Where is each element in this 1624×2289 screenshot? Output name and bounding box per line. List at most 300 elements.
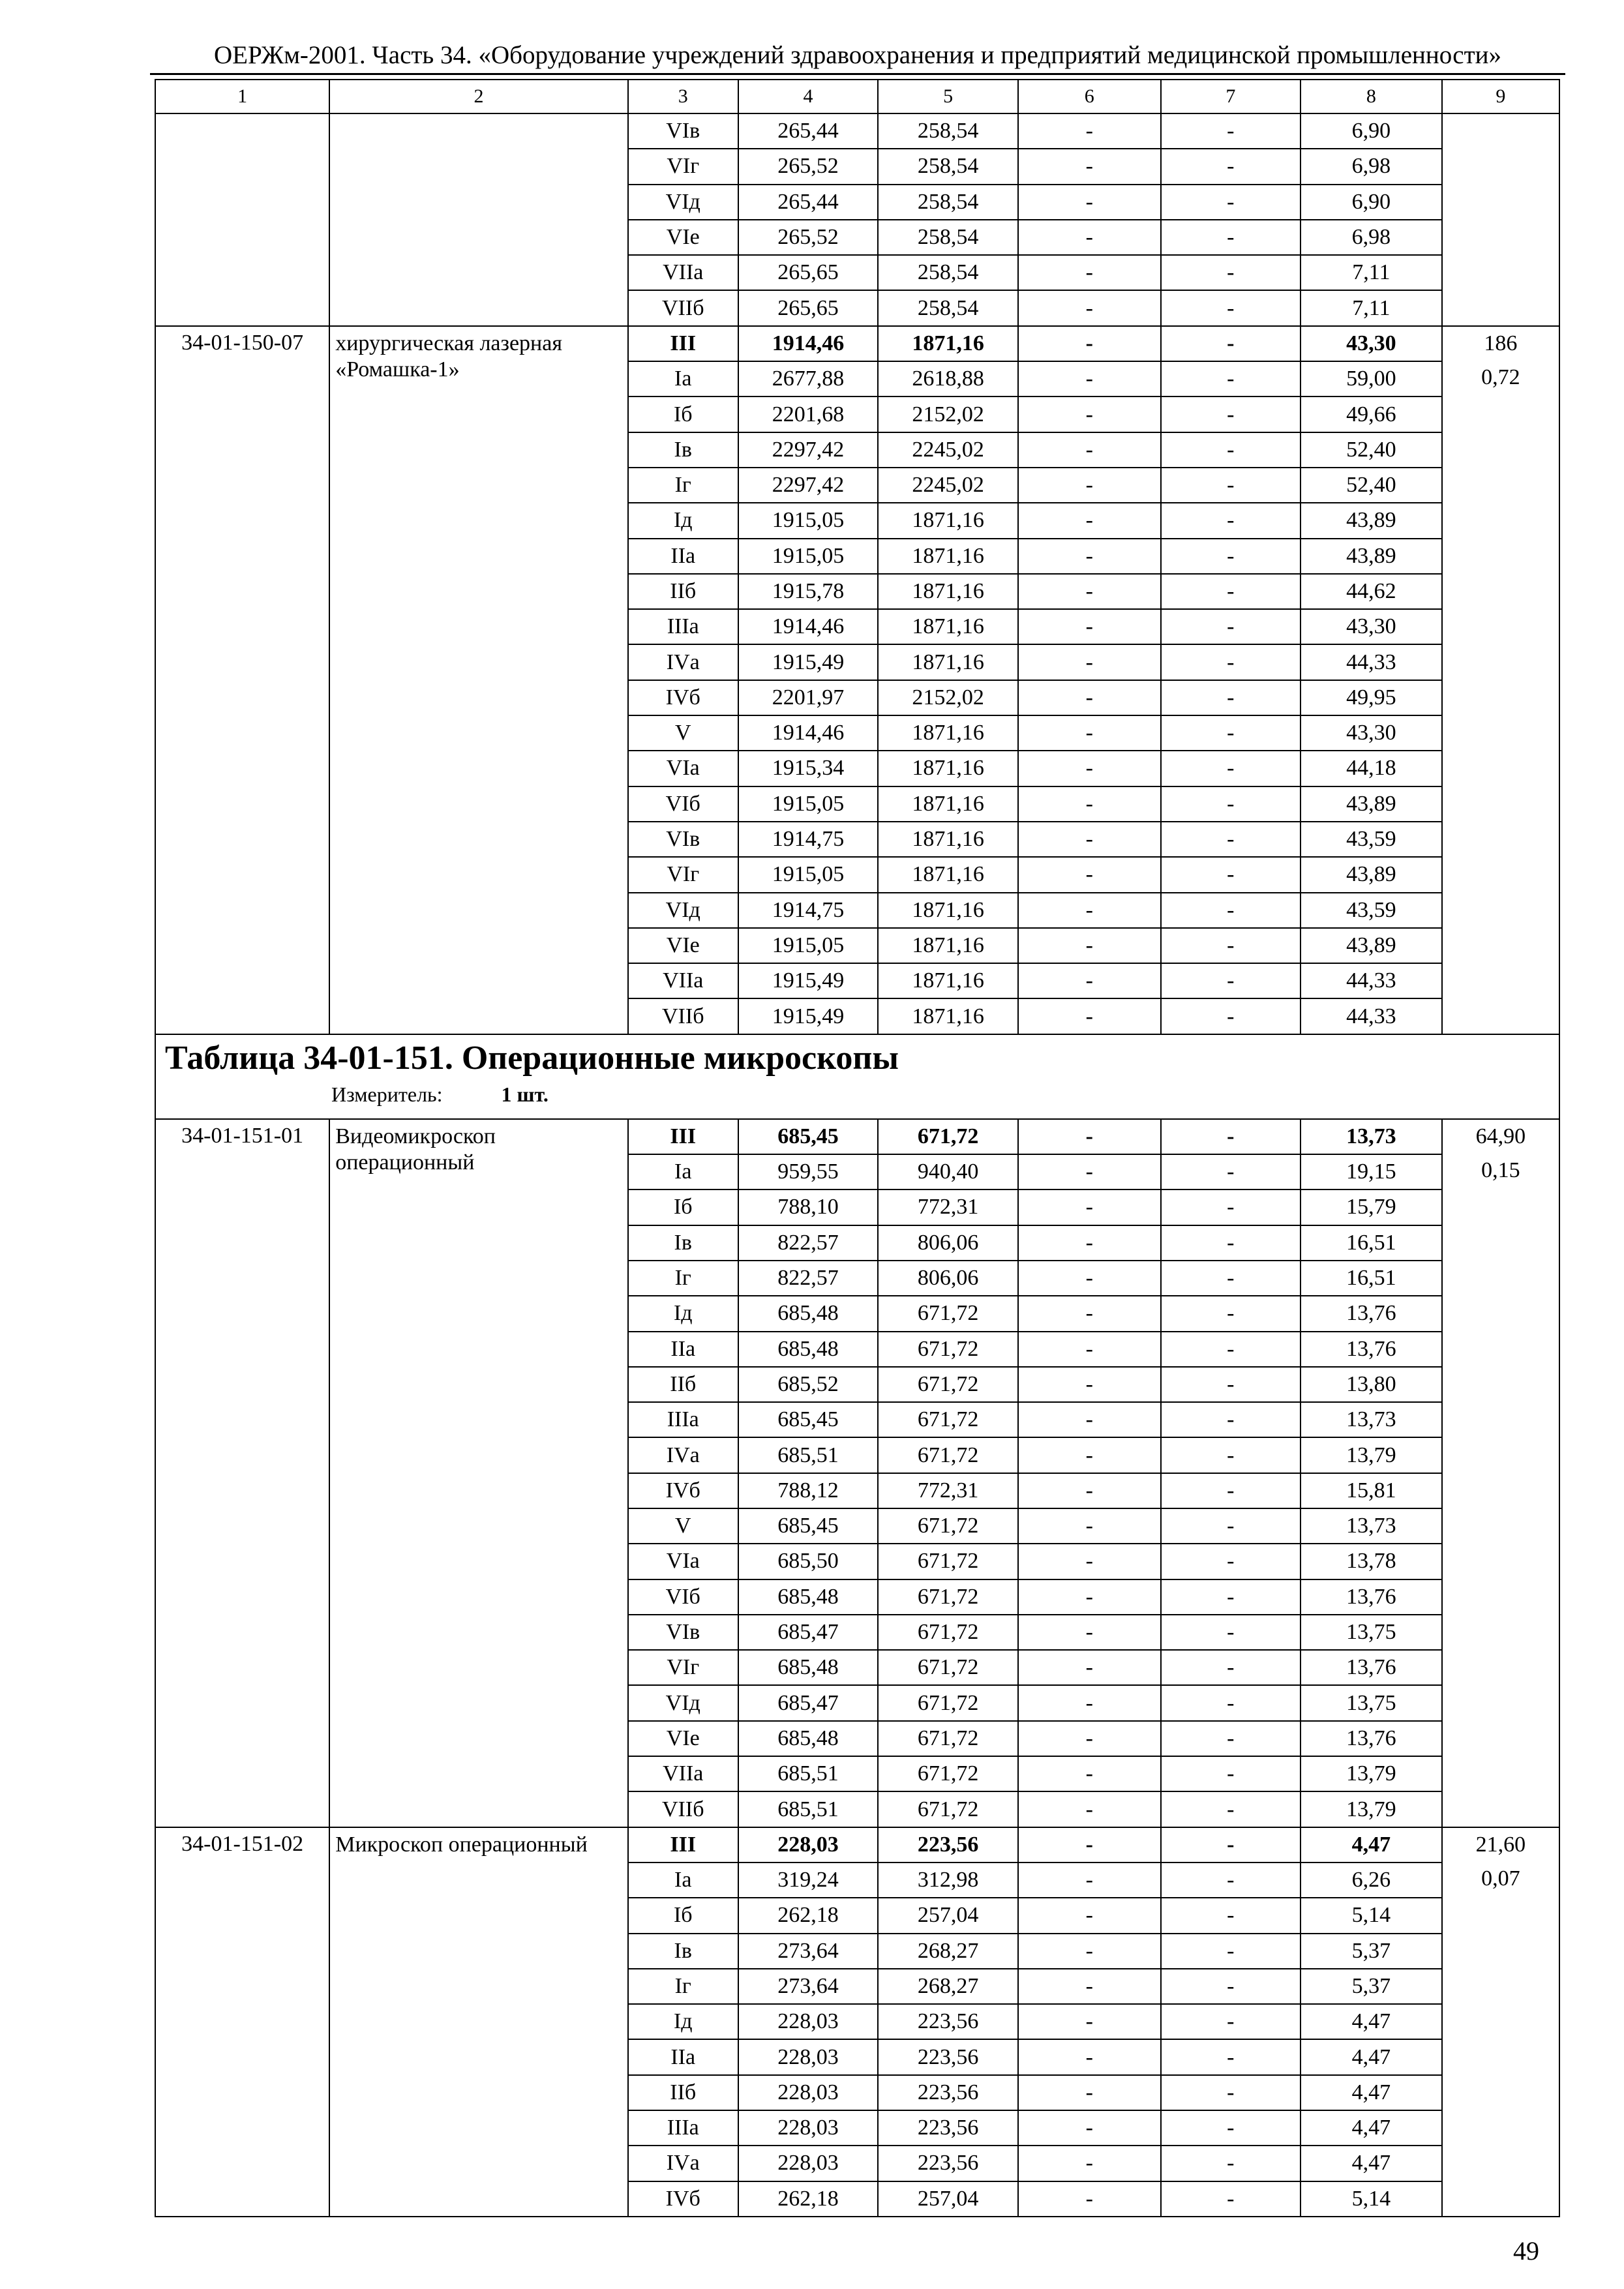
table-cell: VIе <box>628 928 738 963</box>
table-cell: - <box>1018 1332 1161 1367</box>
table-cell: 223,56 <box>878 2039 1018 2074</box>
table-cell: Iв <box>628 432 738 468</box>
table-cell: VIв <box>628 113 738 149</box>
section-header <box>155 1034 1559 1119</box>
table-cell: - <box>1018 1225 1161 1261</box>
table-cell: - <box>1018 1367 1161 1402</box>
table-cell: Iв <box>628 1934 738 1969</box>
table-cell: - <box>1018 609 1161 644</box>
table-cell: - <box>1018 2004 1161 2039</box>
table-cell: - <box>1018 1296 1161 1331</box>
table-cell: IVа <box>628 1437 738 1473</box>
table-cell: 265,44 <box>738 185 879 220</box>
table-cell: - <box>1161 1579 1301 1615</box>
table-cell: 13,79 <box>1301 1756 1442 1791</box>
table-cell: IIа <box>628 539 738 574</box>
column-number: 8 <box>1301 80 1442 113</box>
table-cell: 6,98 <box>1301 220 1442 255</box>
section-header-row <box>155 1034 1559 1119</box>
table-cell: - <box>1018 1579 1161 1615</box>
table-cell: 1871,16 <box>878 609 1018 644</box>
table-cell: VIIа <box>628 255 738 290</box>
table-cell: VIг <box>628 149 738 184</box>
table-cell: 1914,75 <box>738 822 879 857</box>
table-cell: - <box>1161 1544 1301 1579</box>
table-cell: Iг <box>628 1261 738 1296</box>
table-cell: 671,72 <box>878 1402 1018 1437</box>
table-cell: - <box>1161 503 1301 538</box>
table-cell: VIв <box>628 822 738 857</box>
table-cell: - <box>1161 751 1301 786</box>
table-cell: 4,47 <box>1301 2004 1442 2039</box>
table-cell: VIIа <box>628 1756 738 1791</box>
table-cell: - <box>1018 2075 1161 2110</box>
table-cell: - <box>1161 1615 1301 1650</box>
table-row <box>155 1827 1559 1863</box>
extra-values <box>1442 1119 1559 1827</box>
table-cell: 13,76 <box>1301 1332 1442 1367</box>
table-cell: - <box>1018 2146 1161 2181</box>
table-cell: 265,65 <box>738 290 879 325</box>
table-cell: - <box>1018 503 1161 538</box>
table-cell: Iв <box>628 1225 738 1261</box>
table-cell: 685,52 <box>738 1367 879 1402</box>
table-cell: 685,48 <box>738 1332 879 1367</box>
table-cell: 685,47 <box>738 1685 879 1720</box>
table-cell: 258,54 <box>878 220 1018 255</box>
table-cell: - <box>1161 113 1301 149</box>
table-cell: 49,66 <box>1301 396 1442 432</box>
table-cell: 1914,46 <box>738 715 879 751</box>
table-cell: - <box>1018 1119 1161 1154</box>
table-cell: 44,62 <box>1301 574 1442 609</box>
table-cell: - <box>1161 786 1301 822</box>
table-cell: - <box>1161 1437 1301 1473</box>
table-cell: 44,33 <box>1301 644 1442 680</box>
table-cell: - <box>1161 1332 1301 1367</box>
table-cell: - <box>1161 1508 1301 1544</box>
table-cell: - <box>1161 1969 1301 2004</box>
table-cell: 1871,16 <box>878 857 1018 892</box>
table-cell: 6,26 <box>1301 1863 1442 1898</box>
table-cell: 43,89 <box>1301 503 1442 538</box>
table-cell: 685,48 <box>738 1721 879 1756</box>
extra-values <box>1442 326 1559 1034</box>
table-cell: - <box>1018 928 1161 963</box>
table-cell: 228,03 <box>738 2110 879 2146</box>
table-cell: - <box>1161 185 1301 220</box>
table-cell: - <box>1018 326 1161 361</box>
table-cell: - <box>1161 149 1301 184</box>
table-cell: 1871,16 <box>878 715 1018 751</box>
table-cell: IIа <box>628 1332 738 1367</box>
table-cell: 1914,46 <box>738 326 879 361</box>
table-cell: 671,72 <box>878 1685 1018 1720</box>
table-cell: 1871,16 <box>878 928 1018 963</box>
table-cell: 257,04 <box>878 2181 1018 2217</box>
table-cell: - <box>1018 432 1161 468</box>
table-cell: 671,72 <box>878 1332 1018 1367</box>
table-cell: V <box>628 1508 738 1544</box>
table-cell: - <box>1161 1189 1301 1225</box>
extra-value: 21,60 <box>1475 1832 1526 1857</box>
table-cell: - <box>1018 539 1161 574</box>
table-cell: 5,14 <box>1301 2181 1442 2217</box>
table-cell: Iг <box>628 468 738 503</box>
table-cell: 43,30 <box>1301 715 1442 751</box>
rate-name: хирургическая лазерная «Ромашка-1» <box>329 326 628 1034</box>
table-cell: 59,00 <box>1301 361 1442 396</box>
table-cell: - <box>1161 1367 1301 1402</box>
table-cell: Iд <box>628 1296 738 1331</box>
table-cell: VIа <box>628 1544 738 1579</box>
table-row <box>155 1119 1559 1154</box>
table-cell: - <box>1018 963 1161 998</box>
table-cell: Iб <box>628 1189 738 1225</box>
table-cell: 685,45 <box>738 1402 879 1437</box>
table-cell: 258,54 <box>878 185 1018 220</box>
table-cell: 43,89 <box>1301 539 1442 574</box>
table-cell: 1914,75 <box>738 893 879 928</box>
table-cell: 685,51 <box>738 1437 879 1473</box>
table-cell: VIIб <box>628 998 738 1034</box>
table-cell: - <box>1161 1650 1301 1685</box>
table-cell: - <box>1161 1154 1301 1189</box>
rates-table <box>155 79 1560 2217</box>
table-cell: 2297,42 <box>738 432 879 468</box>
table-cell: IIб <box>628 574 738 609</box>
table-cell: - <box>1161 1261 1301 1296</box>
column-number: 5 <box>878 80 1018 113</box>
table-cell: - <box>1018 1402 1161 1437</box>
table-cell: 959,55 <box>738 1154 879 1189</box>
table-cell: 1871,16 <box>878 998 1018 1034</box>
table-cell: - <box>1018 893 1161 928</box>
table-cell: - <box>1018 1650 1161 1685</box>
column-number: 9 <box>1442 80 1559 113</box>
table-cell: - <box>1161 2004 1301 2039</box>
column-number: 7 <box>1161 80 1301 113</box>
table-cell: 43,89 <box>1301 928 1442 963</box>
table-cell: - <box>1161 680 1301 715</box>
table-cell: - <box>1018 1189 1161 1225</box>
table-cell: - <box>1161 396 1301 432</box>
table-cell: - <box>1161 857 1301 892</box>
table-cell: 13,75 <box>1301 1685 1442 1720</box>
table-cell: 671,72 <box>878 1296 1018 1331</box>
table-cell: 685,45 <box>738 1119 879 1154</box>
table-cell: 13,76 <box>1301 1721 1442 1756</box>
table-cell: - <box>1018 1544 1161 1579</box>
table-cell: 671,72 <box>878 1544 1018 1579</box>
table-cell: 43,59 <box>1301 822 1442 857</box>
table-cell: - <box>1018 1756 1161 1791</box>
table-cell: 6,98 <box>1301 149 1442 184</box>
table-cell: - <box>1161 1721 1301 1756</box>
table-cell: - <box>1161 1119 1301 1154</box>
rate-code: 34-01-150-07 <box>155 326 329 1034</box>
table-cell: Iа <box>628 1863 738 1898</box>
table-cell: 806,06 <box>878 1225 1018 1261</box>
table-cell: 262,18 <box>738 1898 879 1933</box>
table-cell: VIд <box>628 893 738 928</box>
table-cell: 788,10 <box>738 1189 879 1225</box>
table-cell: 1871,16 <box>878 503 1018 538</box>
table-cell: 52,40 <box>1301 432 1442 468</box>
table-cell: - <box>1161 893 1301 928</box>
extra-value: 0,72 <box>1481 365 1520 389</box>
table-cell: - <box>1161 2075 1301 2110</box>
table-cell: 15,81 <box>1301 1473 1442 1508</box>
table-cell: 43,89 <box>1301 857 1442 892</box>
table-cell: - <box>1161 822 1301 857</box>
table-cell: 1915,49 <box>738 963 879 998</box>
table-cell: - <box>1018 113 1161 149</box>
table-cell: 44,33 <box>1301 963 1442 998</box>
table-cell: V <box>628 715 738 751</box>
table-cell: 685,48 <box>738 1579 879 1615</box>
table-cell: IIIа <box>628 1402 738 1437</box>
table-cell: VIб <box>628 786 738 822</box>
table-cell: 223,56 <box>878 1827 1018 1863</box>
table-cell: VIг <box>628 1650 738 1685</box>
table-cell: 13,73 <box>1301 1119 1442 1154</box>
table-cell: 13,76 <box>1301 1650 1442 1685</box>
table-cell: 228,03 <box>738 2146 879 2181</box>
table-cell: - <box>1161 1685 1301 1720</box>
extra-value: 64,90 <box>1475 1124 1526 1148</box>
table-cell: - <box>1018 1721 1161 1756</box>
rate-name: Видеомикроскоп операционный <box>329 1119 628 1827</box>
table-cell: Iб <box>628 1898 738 1933</box>
table-cell: 13,73 <box>1301 1508 1442 1544</box>
table-cell: - <box>1161 220 1301 255</box>
table-body <box>155 80 1559 2217</box>
section-title: Таблица 34-01-151. Операционные микроскопы <box>165 1039 899 1077</box>
table-cell: 228,03 <box>738 2004 879 2039</box>
table-cell: Iд <box>628 503 738 538</box>
table-cell: 1871,16 <box>878 751 1018 786</box>
table-cell: - <box>1018 2110 1161 2146</box>
table-cell: 1915,34 <box>738 751 879 786</box>
table-cell: VIв <box>628 1615 738 1650</box>
table-cell: - <box>1018 1615 1161 1650</box>
table-cell: - <box>1161 998 1301 1034</box>
table-cell: 2152,02 <box>878 396 1018 432</box>
table-cell: - <box>1161 1827 1301 1863</box>
table-cell: 43,30 <box>1301 609 1442 644</box>
column-number: 4 <box>738 80 879 113</box>
extra-value: 186 <box>1484 331 1518 355</box>
table-cell: 19,15 <box>1301 1154 1442 1189</box>
table-cell: 13,79 <box>1301 1791 1442 1827</box>
table-cell: 671,72 <box>878 1367 1018 1402</box>
table-cell: 671,72 <box>878 1437 1018 1473</box>
table-cell: - <box>1161 1898 1301 1933</box>
table-cell: Iд <box>628 2004 738 2039</box>
table-cell: 685,45 <box>738 1508 879 1544</box>
table-cell: 2201,68 <box>738 396 879 432</box>
table-cell: - <box>1161 1473 1301 1508</box>
extra-value: 0,15 <box>1481 1158 1520 1182</box>
table-cell: - <box>1018 220 1161 255</box>
table-cell: 265,52 <box>738 220 879 255</box>
table-cell: IIб <box>628 2075 738 2110</box>
table-cell: 16,51 <box>1301 1225 1442 1261</box>
table-cell: - <box>1161 468 1301 503</box>
table-cell: 788,12 <box>738 1473 879 1508</box>
table-cell: 1915,05 <box>738 928 879 963</box>
table-cell: - <box>1161 609 1301 644</box>
table-cell: 1915,78 <box>738 574 879 609</box>
table-cell: 1915,05 <box>738 857 879 892</box>
table-cell: - <box>1161 1756 1301 1791</box>
table-cell: 13,76 <box>1301 1296 1442 1331</box>
rate-code <box>155 113 329 326</box>
rate-code: 34-01-151-01 <box>155 1119 329 1827</box>
table-cell: 1871,16 <box>878 893 1018 928</box>
table-cell: IIIа <box>628 2110 738 2146</box>
table-cell: - <box>1018 1827 1161 1863</box>
table-cell: - <box>1018 1898 1161 1933</box>
table-cell: 671,72 <box>878 1756 1018 1791</box>
table-cell: 265,44 <box>738 113 879 149</box>
table-cell: VIе <box>628 220 738 255</box>
table-cell: VIд <box>628 1685 738 1720</box>
table-cell: VIIб <box>628 290 738 325</box>
table-cell: 4,47 <box>1301 2039 1442 2074</box>
table-cell: 1915,05 <box>738 539 879 574</box>
table-cell: 52,40 <box>1301 468 1442 503</box>
unit-value: 1 шт. <box>501 1082 549 1106</box>
table-cell: 1871,16 <box>878 539 1018 574</box>
table-cell: 6,90 <box>1301 185 1442 220</box>
table-cell: - <box>1161 715 1301 751</box>
table-cell: - <box>1161 1296 1301 1331</box>
table-cell: 268,27 <box>878 1969 1018 2004</box>
table-cell: - <box>1018 1261 1161 1296</box>
table-cell: 671,72 <box>878 1650 1018 1685</box>
table-cell: 685,48 <box>738 1296 879 1331</box>
table-cell: 258,54 <box>878 113 1018 149</box>
table-cell: 268,27 <box>878 1934 1018 1969</box>
table-cell: 4,47 <box>1301 1827 1442 1863</box>
table-cell: - <box>1161 1402 1301 1437</box>
table-cell: 13,73 <box>1301 1402 1442 1437</box>
table-cell: 1871,16 <box>878 786 1018 822</box>
page-number: 49 <box>1513 2236 1539 2266</box>
table-cell: 273,64 <box>738 1934 879 1969</box>
table-cell: 671,72 <box>878 1791 1018 1827</box>
table-cell: 685,48 <box>738 1650 879 1685</box>
table-cell: - <box>1161 326 1301 361</box>
table-cell: - <box>1018 1437 1161 1473</box>
table-cell: 43,59 <box>1301 893 1442 928</box>
table-cell: - <box>1161 2110 1301 2146</box>
table-cell: 685,51 <box>738 1756 879 1791</box>
table-cell: 685,50 <box>738 1544 879 1579</box>
table-cell: 1871,16 <box>878 574 1018 609</box>
table-cell: 2245,02 <box>878 468 1018 503</box>
table-cell: 1915,49 <box>738 998 879 1034</box>
table-cell: VIе <box>628 1721 738 1756</box>
table-cell: - <box>1161 963 1301 998</box>
column-number: 6 <box>1018 80 1161 113</box>
rate-code: 34-01-151-02 <box>155 1827 329 2217</box>
table-cell: - <box>1161 1934 1301 1969</box>
table-cell: - <box>1018 361 1161 396</box>
table-cell: IVа <box>628 2146 738 2181</box>
table-cell: 671,72 <box>878 1579 1018 1615</box>
table-cell: - <box>1161 2146 1301 2181</box>
table-cell: - <box>1018 149 1161 184</box>
table-cell: 228,03 <box>738 1827 879 1863</box>
table-cell: - <box>1018 1791 1161 1827</box>
table-cell: 1871,16 <box>878 644 1018 680</box>
table-cell: 273,64 <box>738 1969 879 2004</box>
table-cell: - <box>1018 1685 1161 1720</box>
table-cell: 671,72 <box>878 1721 1018 1756</box>
table-cell: Iб <box>628 396 738 432</box>
table-cell: Iа <box>628 361 738 396</box>
table-cell: 1915,05 <box>738 786 879 822</box>
table-cell: - <box>1018 1934 1161 1969</box>
table-cell: - <box>1018 2181 1161 2217</box>
column-number: 3 <box>628 80 738 113</box>
table-cell: - <box>1018 998 1161 1034</box>
table-cell: - <box>1018 1969 1161 2004</box>
table-cell: III <box>628 326 738 361</box>
table-cell: 228,03 <box>738 2075 879 2110</box>
table-cell: 1915,49 <box>738 644 879 680</box>
table-cell: 44,18 <box>1301 751 1442 786</box>
table-cell: - <box>1018 1473 1161 1508</box>
table-row <box>155 113 1559 149</box>
table-cell: 2297,42 <box>738 468 879 503</box>
table-cell: VIа <box>628 751 738 786</box>
table-cell: - <box>1018 255 1161 290</box>
table-cell: VIг <box>628 857 738 892</box>
table-cell: - <box>1161 290 1301 325</box>
table-cell: - <box>1018 396 1161 432</box>
table-cell: - <box>1161 574 1301 609</box>
table-cell: - <box>1161 1863 1301 1898</box>
table-cell: 312,98 <box>878 1863 1018 1898</box>
table-cell: - <box>1018 822 1161 857</box>
table-cell: 265,65 <box>738 255 879 290</box>
table-cell: - <box>1018 1154 1161 1189</box>
table-cell: 2618,88 <box>878 361 1018 396</box>
table-cell: 1914,46 <box>738 609 879 644</box>
table-cell: VIб <box>628 1579 738 1615</box>
table-cell: 223,56 <box>878 2110 1018 2146</box>
column-number: 2 <box>329 80 628 113</box>
table-cell: - <box>1018 574 1161 609</box>
table-cell: 822,57 <box>738 1261 879 1296</box>
table-cell: - <box>1161 1791 1301 1827</box>
table-cell: - <box>1018 185 1161 220</box>
table-cell: - <box>1161 644 1301 680</box>
table-cell: III <box>628 1827 738 1863</box>
document-header: ОЕРЖм-2001. Часть 34. «Оборудование учреждений здравоохранения и предприятий медицинской промышленности» <box>214 41 1501 69</box>
table-cell: IVб <box>628 680 738 715</box>
table-cell: 16,51 <box>1301 1261 1442 1296</box>
table-cell: 223,56 <box>878 2004 1018 2039</box>
table-cell: - <box>1018 680 1161 715</box>
table-cell: 43,30 <box>1301 326 1442 361</box>
table-cell: - <box>1018 715 1161 751</box>
table-cell: 223,56 <box>878 2075 1018 2110</box>
